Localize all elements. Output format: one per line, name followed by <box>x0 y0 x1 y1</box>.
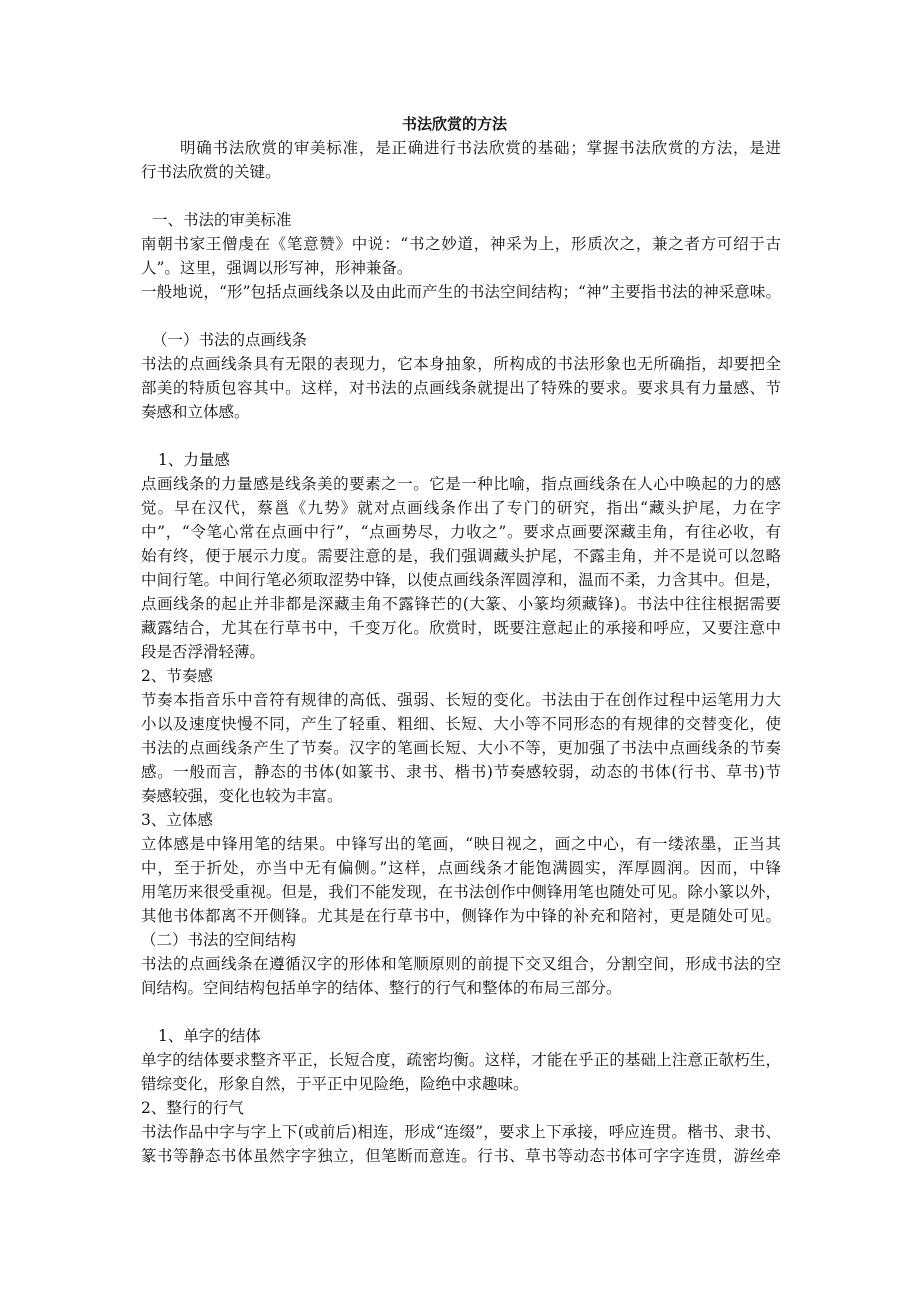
subsection-heading-space: （二）书法的空间结构 <box>141 931 297 949</box>
paragraph-line: 奏感和立体感。 <box>141 403 250 421</box>
paragraph-line: 觉。早在汉代，蔡邕《九势》就对点画线条作出了专门的研究，指出“藏头护尾，力在字 <box>141 499 781 517</box>
subsection-heading-strokes: （一）书法的点画线条 <box>152 331 308 349</box>
page-title: 书法欣赏的方法 <box>402 115 508 133</box>
paragraph-line: 立体感是中锋用笔的结果。中锋写出的笔画，“映日视之，画之中心，有一缕浓墨，正当其 <box>141 835 781 853</box>
paragraph-line: 间结构。空间结构包括单字的结体、整行的行气和整体的布局三部分。 <box>141 979 622 997</box>
paragraph-line: 点画线条的起止并非都是深藏圭角不露锋芒的(大篆、小篆均须藏锋)。书法中往往根据需要 <box>141 595 781 613</box>
paragraph-line: 节奏本指音乐中音符有规律的高低、强弱、长短的变化。书法由于在创作过程中运笔用力大 <box>141 691 781 709</box>
paragraph-line: 南朝书家王僧虔在《笔意赞》中说：“书之妙道，神采为上，形质次之，兼之者方可绍于古 <box>141 235 781 253</box>
paragraph-line: 中间行笔。中间行笔必须取涩势中锋，以使点画线条浑圆淳和，温而不柔，力含其中。但是， <box>141 571 781 589</box>
paragraph-line: 其他书体都离不开侧锋。尤其是在行草书中，侧锋作为中锋的补充和陪衬，更是随处可见。 <box>141 907 781 925</box>
paragraph-line: 感。一般而言，静态的书体(如篆书、隶书、楷书)节奏感较弱，动态的书体(行书、草书)节 <box>141 763 781 781</box>
heading-three-dimensional: 3、立体感 <box>141 811 213 829</box>
paragraph-line: 错综变化，形象自然，于平正中见险绝，险绝中求趣味。 <box>141 1075 529 1093</box>
heading-single-char: 1、单字的结体 <box>158 1027 261 1045</box>
paragraph-line: 段是否浮滑轻薄。 <box>141 643 266 661</box>
paragraph-line: 中，至于折处，亦当中无有偏侧。”这样，点画线条才能饱满圆实，浑厚圆润。因而，中锋 <box>141 859 781 877</box>
paragraph-line: 一般地说，“形”包括点画线条以及由此而产生的书法空间结构；“神”主要指书法的神采意味。 <box>141 283 781 301</box>
paragraph-line: 篆书等静态书体虽然字字独立，但笔断而意连。行书、草书等动态书体可字字连贯，游丝牵 <box>141 1147 781 1165</box>
paragraph-line: 藏露结合，尤其在行草书中，千变万化。欣赏时，既要注意起止的承接和呼应，又要注意中 <box>141 619 781 637</box>
paragraph-line: 部美的特质包容其中。这样，对书法的点画线条就提出了特殊的要求。要求具有力量感、节 <box>141 379 781 397</box>
paragraph-line: 单字的结体要求整齐平正，长短合度，疏密均衡。这样，才能在乎正的基础上注意正欹朽生， <box>141 1051 781 1069</box>
paragraph-line: 书法作品中字与字上下(或前后)相连，形成“连缀”，要求上下承接，呼应连贯。楷书、隶书、 <box>141 1123 781 1141</box>
heading-rhythm: 2、节奏感 <box>141 667 213 685</box>
paragraph-line: 人”。这里，强调以形写神，形神兼备。 <box>141 259 413 277</box>
paragraph-line: 小以及速度快慢不同，产生了轻重、粗细、长短、大小等不同形态的有规律的交替变化，使 <box>141 715 781 733</box>
paragraph-line: 书法的点画线条具有无限的表现力，它本身抽象，所构成的书法形象也无所确指，却要把全 <box>141 355 781 373</box>
intro-line-1: 明确书法欣赏的审美标准，是正确进行书法欣赏的基础；掌握书法欣赏的方法，是进 <box>180 139 781 157</box>
paragraph-line: 始有终，便于展示力度。需要注意的是，我们强调藏头护尾，不露圭角，并不是说可以忽略 <box>141 547 781 565</box>
heading-line-flow: 2、整行的行气 <box>141 1099 244 1117</box>
heading-power: 1、力量感 <box>158 451 230 469</box>
paragraph-line: 书法的点画线条产生了节奏。汉字的笔画长短、大小不等，更加强了书法中点画线条的节奏 <box>141 739 781 757</box>
paragraph-line: 中”，“令笔心常在点画中行”，“点画势尽，力收之”。要求点画要深藏圭角，有往必收，有 <box>141 523 781 541</box>
paragraph-line: 用笔历来很受重视。但是，我们不能发现，在书法创作中侧锋用笔也随处可见。除小篆以外， <box>141 883 781 901</box>
paragraph-line: 奏感较强，变化也较为丰富。 <box>141 787 343 805</box>
section-heading-aesthetic-standard: 一、书法的审美标准 <box>152 211 292 229</box>
paragraph-line: 点画线条的力量感是线条美的要素之一。它是一种比喻，指点画线条在人心中唤起的力的感 <box>141 475 781 493</box>
intro-line-2: 行书法欣赏的关键。 <box>141 163 281 181</box>
paragraph-line: 书法的点画线条在遵循汉字的形体和笔顺原则的前提下交叉组合，分割空间，形成书法的空 <box>141 955 781 973</box>
